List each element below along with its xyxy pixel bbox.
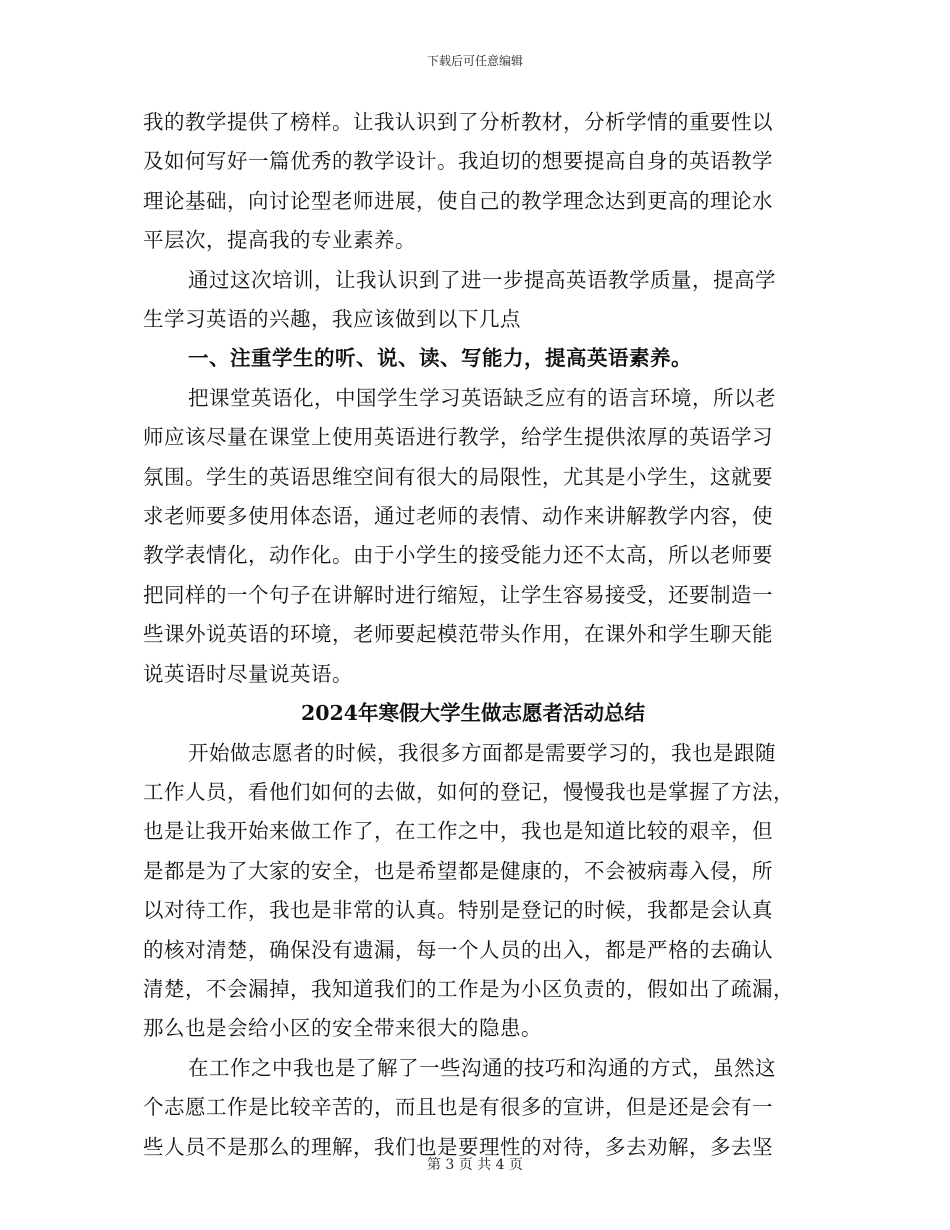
text-line: 平层次，提高我的专业素养。 (143, 228, 416, 253)
text-line: 求老师要多使用体态语，通过老师的表情、动作来讲解教学内容，使 (143, 504, 773, 529)
text-line: 及如何写好一篇优秀的教学设计。我迫切的想要提高自身的英语教学 (143, 149, 773, 174)
text-line: 生学习英语的兴趣，我应该做到以下几点 (143, 307, 521, 332)
document-body (143, 103, 803, 1167)
text-line: 以对待工作，我也是非常的认真。特别是登记的时候，我都是会认真 (143, 898, 773, 923)
text-line: 氛围。学生的英语思维空间有很大的局限性，尤其是小学生，这就要 (143, 464, 773, 489)
section-heading (143, 339, 803, 378)
text-line: 把同样的一个句子在讲解时进行缩短，让学生容易接受，还要制造一 (143, 582, 773, 607)
text-line: 通过这次培训，让我认识到了进一步提高英语教学质量，提高学 (188, 267, 776, 292)
paragraph-3 (143, 379, 803, 694)
text-line: 清楚，不会漏掉，我知道我们的工作是为小区负责的，假如出了疏漏， (143, 976, 794, 1001)
text-line: 那么也是会给小区的安全带来很大的隐患。 (143, 1016, 542, 1041)
text-line: 教学表情化，动作化。由于小学生的接受能力还不太高，所以老师要 (143, 543, 773, 568)
text-line: 把课堂英语化，中国学生学习英语缺乏应有的语言环境，所以老 (188, 385, 776, 410)
text-line: 的核对清楚，确保没有遗漏，每一个人员的出入，都是严格的去确认 (143, 937, 773, 962)
text-line: 我的教学提供了榜样。让我认识到了分析教材，分析学情的重要性以 (143, 110, 773, 134)
text-line: 师应该尽量在课堂上使用英语进行教学，给学生提供浓厚的英语学习 (143, 425, 773, 450)
paragraph-5 (143, 1049, 803, 1167)
text-line: 是都是为了大家的安全，也是希望都是健康的，不会被病毒入侵，所 (143, 858, 773, 883)
text-line: 开始做志愿者的时候，我很多方面都是需要学习的，我也是跟随 (188, 740, 776, 765)
text-line: 个志愿工作是比较辛苦的，而且也是有很多的宣讲，但是还是会有一 (143, 1095, 773, 1120)
paragraph-2 (143, 261, 803, 340)
document-title: 2024年寒假大学生做志愿者活动总结 (300, 701, 646, 726)
text-line: 些人员不是那么的理解，我们也是要理性的对待，多去劝解，多去坚 (143, 1134, 773, 1159)
text-line: 也是让我开始来做工作了，在工作之中，我也是知道比较的艰辛，但 (143, 819, 773, 844)
text-line: 理论基础，向讨论型老师进展，使自己的教学理念达到更高的理论水 (143, 188, 773, 213)
paragraph-1 (143, 103, 803, 261)
text-line: 在工作之中我也是了解了一些沟通的技巧和沟通的方式，虽然这 (188, 1055, 776, 1080)
paragraph-4 (143, 734, 803, 1049)
heading-text: 一、注重学生的听、说、读、写能力，提高英语素养。 (188, 346, 692, 371)
text-line: 些课外说英语的环境，老师要起模范带头作用，在课外和学生聊天能 (143, 622, 773, 647)
text-line: 说英语时尽量说英语。 (143, 661, 353, 686)
text-line: 工作人员，看他们如何的去做，如何的登记，慢慢我也是掌握了方法， (143, 779, 794, 804)
page-footer: 第 3 页 共 4 页 (426, 1157, 524, 1173)
page-header: 下载后可任意编辑 (426, 54, 523, 68)
